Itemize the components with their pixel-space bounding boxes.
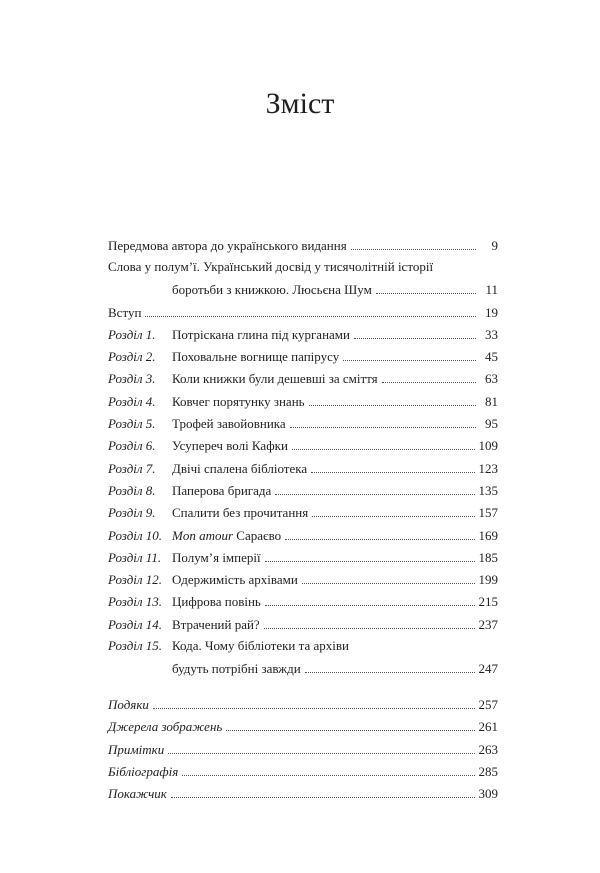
- toc-page-number: 237: [478, 616, 498, 632]
- toc-entry-chapter: [108, 592, 498, 614]
- toc-entry-chapter: [108, 503, 498, 525]
- toc-entry-image-sources: [108, 717, 498, 739]
- dot-leader: [382, 381, 476, 383]
- toc-page-number: 135: [478, 482, 498, 498]
- dot-leader: [265, 560, 475, 562]
- toc-entry-text: Кода. Чому бібліотеки та архіви: [172, 637, 349, 653]
- toc-entry-notes: [108, 739, 498, 761]
- chapter-label: Розділ 4.: [108, 393, 156, 409]
- chapter-label: Розділ 2.: [108, 349, 156, 365]
- toc-entry-text: Двічі спалена бібліотека: [172, 460, 308, 476]
- toc-entry-chapter: [108, 436, 498, 458]
- dot-leader: [354, 337, 476, 339]
- toc-entry-chapter: [108, 458, 498, 480]
- dot-leader: [264, 627, 475, 629]
- toc-page-number: 11: [485, 282, 498, 298]
- toc-page-number: 81: [485, 393, 498, 409]
- toc-entry-chapter: [108, 614, 498, 636]
- page-title: Зміст: [265, 87, 335, 120]
- toc-page-number: 261: [478, 719, 498, 735]
- toc-entry-chapter: [108, 637, 498, 681]
- toc-entry-chapter: [108, 325, 498, 347]
- dot-leader: [351, 248, 476, 250]
- toc-entry-chapter: [108, 391, 498, 413]
- dot-leader: [145, 315, 476, 317]
- chapter-label: Розділ 9.: [108, 505, 156, 521]
- toc-entry-text: Коли книжки були дешевші за сміття: [172, 371, 378, 387]
- chapter-label: Розділ 10.: [108, 527, 163, 543]
- toc-entry-text: Покажчик: [108, 786, 167, 802]
- toc-entry-text: Слова у полум’ї. Український досвід у тисячолітній історії: [108, 259, 434, 275]
- toc-page-number: 157: [478, 505, 498, 521]
- dot-leader: [182, 774, 474, 776]
- chapter-label: Розділ 3.: [108, 371, 156, 387]
- dot-leader: [292, 448, 475, 450]
- toc-entry-text: Передмова автора до українського видання: [108, 238, 347, 254]
- toc-page-number: 63: [485, 371, 498, 387]
- toc-entry-text: Потріскана глина під курганами: [172, 326, 350, 342]
- toc-page-number: 247: [478, 660, 498, 676]
- toc-entry-chapter: [108, 570, 498, 592]
- dot-leader: [305, 671, 475, 673]
- chapter-label: Розділ 15.: [108, 637, 163, 653]
- toc-page-number: 45: [485, 349, 498, 365]
- toc-entry-bibliography: [108, 762, 498, 784]
- toc-entry-chapter: [108, 414, 498, 436]
- toc-entry-text-continued: боротьби з книжкою. Люсьєна Шум: [172, 282, 372, 298]
- toc-entry-text: Ковчег порятунку знань: [172, 393, 305, 409]
- toc-page-number: 169: [478, 527, 498, 543]
- chapter-label: Розділ 8.: [108, 482, 156, 498]
- toc-entry-chapter: [108, 548, 498, 570]
- toc-entry-text-continued: будуть потрібні завжди: [172, 660, 301, 676]
- dot-leader: [285, 538, 474, 540]
- toc-page-number: 123: [478, 460, 498, 476]
- toc-page-number: 9: [491, 238, 498, 254]
- toc-entry-intro: [108, 302, 498, 324]
- dot-leader: [309, 404, 476, 406]
- chapter-label: Розділ 12.: [108, 572, 163, 588]
- toc-entry-chapter: [108, 481, 498, 503]
- chapter-label: Розділ 7.: [108, 460, 156, 476]
- toc-entry-text: Усупереч волі Кафки: [172, 438, 288, 454]
- toc-entry-text: Полум’я імперії: [172, 549, 261, 565]
- toc-entry-text: Трофей завойовника: [172, 416, 286, 432]
- toc-page-number: 19: [485, 304, 498, 320]
- toc-entry-text: Втрачений рай?: [172, 616, 260, 632]
- toc-page-number: 199: [478, 572, 498, 588]
- toc-page-number: 263: [478, 741, 498, 757]
- toc-page-number: 285: [478, 763, 498, 779]
- dot-leader: [343, 359, 476, 361]
- toc-entry-text: Паперова бригада: [172, 482, 272, 498]
- toc-entry-text: Бібліографія: [108, 763, 179, 779]
- dot-leader: [376, 292, 476, 294]
- toc-page-number: 185: [478, 549, 498, 565]
- toc-entry-text: Примітки: [108, 741, 165, 757]
- toc-page-number: 215: [478, 594, 498, 610]
- table-of-contents: [108, 236, 498, 806]
- chapter-label: Розділ 14.: [108, 616, 163, 632]
- toc-entry-chapter: [108, 347, 498, 369]
- dot-leader: [312, 515, 474, 517]
- dot-leader: [290, 426, 476, 428]
- toc-entry-text: Спалити без прочитання: [172, 505, 309, 521]
- toc-entry-preface: [108, 236, 498, 258]
- toc-entry-chapter: [108, 369, 498, 391]
- section-gap: [108, 681, 498, 695]
- toc-entry-chapter: [108, 525, 498, 547]
- chapter-label: Розділ 5.: [108, 416, 156, 432]
- toc-entry-text: Подяки: [108, 697, 149, 713]
- toc-entry-text: Цифрова повінь: [172, 594, 261, 610]
- toc-entry-text: Вступ: [108, 304, 142, 320]
- toc-entry-text: Одержимість архівами: [172, 572, 298, 588]
- chapter-label: Розділ 11.: [108, 549, 162, 565]
- chapter-label: Розділ 6.: [108, 438, 156, 454]
- dot-leader: [311, 471, 474, 473]
- chapter-label: Розділ 1.: [108, 326, 156, 342]
- toc-page-number: 257: [478, 697, 498, 713]
- toc-entry-text: [172, 528, 281, 544]
- toc-entry-text: Джерела зображень: [108, 719, 223, 735]
- dot-leader: [265, 604, 475, 606]
- toc-page-number: 95: [485, 416, 498, 432]
- dot-leader: [168, 752, 474, 754]
- dot-leader: [171, 796, 475, 798]
- toc-page-number: 309: [478, 786, 498, 802]
- toc-entry-acknowledgements: [108, 695, 498, 717]
- toc-entry-text: Поховальне вогнище папірусу: [172, 349, 340, 365]
- dot-leader: [302, 582, 475, 584]
- dot-leader: [275, 493, 474, 495]
- toc-entry-text-rest: Сараєво: [233, 527, 282, 543]
- toc-page-number: 33: [485, 326, 498, 342]
- toc-entry-text-italic: Mon amour: [172, 527, 234, 543]
- toc-entry-foreword: [108, 258, 498, 302]
- dot-leader: [153, 707, 475, 709]
- toc-entry-first-line: [108, 638, 349, 654]
- dot-leader: [226, 729, 474, 731]
- toc-page-number: 109: [478, 438, 498, 454]
- chapter-label: Розділ 13.: [108, 594, 163, 610]
- toc-entry-index: [108, 784, 498, 806]
